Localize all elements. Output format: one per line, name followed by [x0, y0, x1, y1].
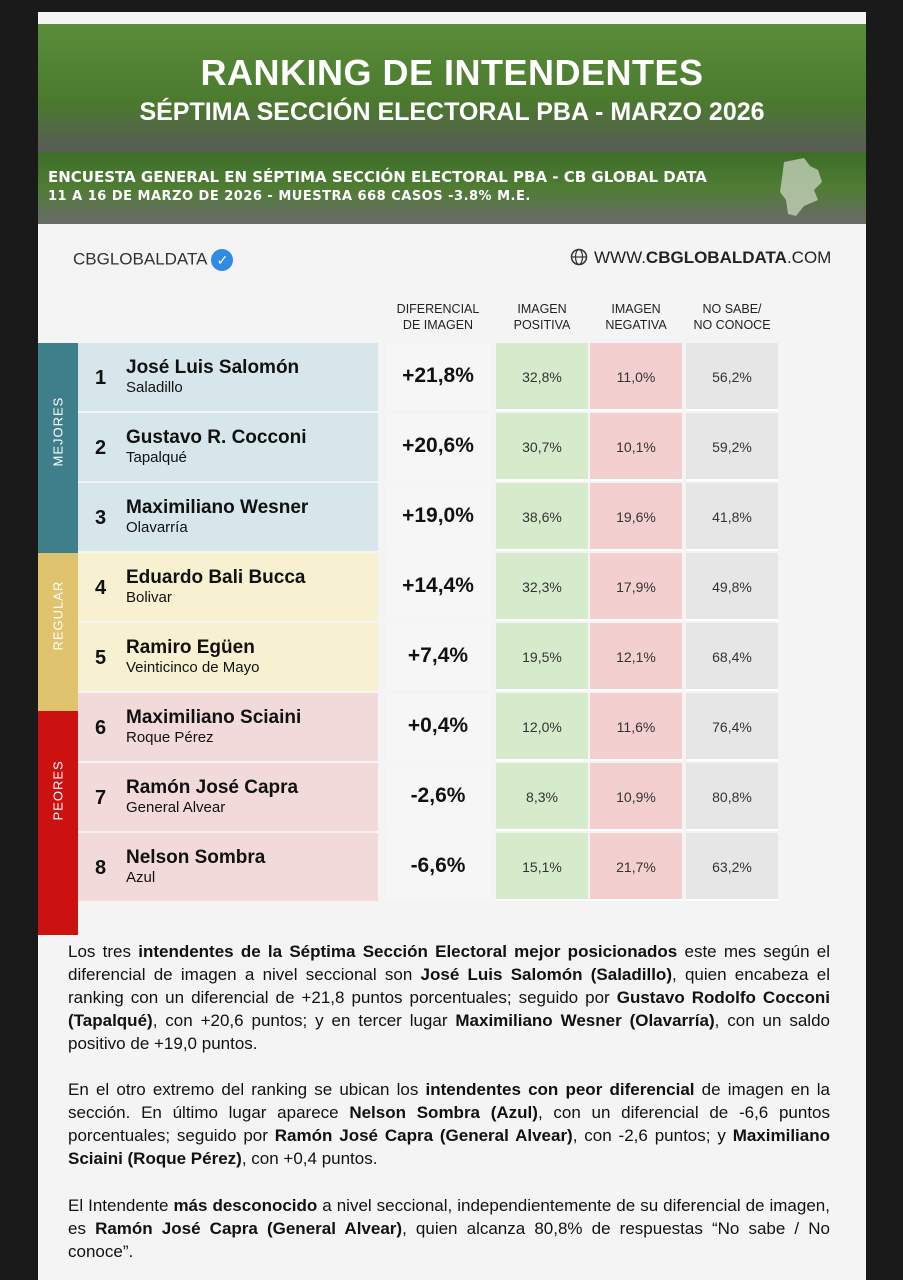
table-row: [78, 413, 820, 481]
col-header-neg: [590, 301, 682, 333]
website-prefix: WWW.: [594, 248, 646, 267]
highlight-text: Ramón José Capra (General Alvear): [274, 1126, 573, 1145]
highlight-text: intendentes con peor diferencial: [425, 1080, 695, 1099]
diff-value: +0,4%: [386, 693, 490, 761]
paragraph-2: [68, 1078, 830, 1170]
intendente-cell: [78, 623, 378, 691]
band-regular-label: REGULAR: [50, 580, 66, 651]
positive-value: 30,7%: [496, 413, 588, 481]
col-header-pos-l2: POSITIVA: [513, 318, 571, 332]
body-text: a nivel seccional, independientemente de su diferencial de imagen, es: [68, 1196, 830, 1238]
rank-number: 1: [95, 367, 107, 389]
negative-value: 17,9%: [590, 553, 682, 621]
no-sabe-value: 68,4%: [686, 623, 778, 691]
body-text: de imagen en la sección. En último lugar aparece: [68, 1080, 831, 1122]
col-header-ns: [686, 301, 778, 333]
body-text: , quien alcanza 80,8% de respuestas “No sabe / No conoce”.: [68, 1219, 830, 1261]
rank-number: 4: [95, 577, 107, 599]
table-row: [78, 693, 820, 761]
body-text: , con un saldo positivo de +19,0 puntos.: [68, 1011, 830, 1053]
table-row: [78, 553, 820, 621]
page-title: RANKING DE INTENDENTES: [200, 52, 704, 93]
intendente-cell: [78, 413, 378, 481]
rank-number: 2: [95, 437, 107, 459]
negative-value: 19,6%: [590, 483, 682, 551]
col-header-neg-l1: IMAGEN: [611, 302, 661, 316]
intendente-cell: [78, 483, 378, 551]
diff-value: +7,4%: [386, 623, 490, 691]
diff-value: +19,0%: [386, 483, 490, 551]
col-header-pos: [496, 301, 588, 333]
body-text: , con -2,6 puntos; y: [572, 1126, 733, 1145]
positive-value: 32,8%: [496, 343, 588, 411]
no-sabe-value: 63,2%: [686, 833, 778, 901]
positive-value: 19,5%: [496, 623, 588, 691]
no-sabe-value: 59,2%: [686, 413, 778, 481]
intendente-cell: [78, 553, 378, 621]
intendente-place: General Alvear: [126, 799, 226, 816]
no-sabe-value: 80,8%: [686, 763, 778, 831]
rank-number: 5: [95, 647, 107, 669]
band-peores: [38, 711, 78, 935]
diff-value: +21,8%: [386, 343, 490, 411]
rank-number: 7: [95, 787, 107, 809]
col-header-diff-l2: DE IMAGEN: [402, 318, 474, 332]
no-sabe-value: 41,8%: [686, 483, 778, 551]
body-text: , con +20,6 puntos; y en tercer lugar: [152, 1011, 456, 1030]
intendente-place: Tapalqué: [126, 449, 187, 466]
positive-value: 38,6%: [496, 483, 588, 551]
band-mejores: [38, 343, 78, 553]
survey-details: 11 A 16 DE MARZO DE 2026 - MUESTRA 668 CASOS -3.8% M.E.: [48, 189, 531, 204]
intendente-cell: [78, 833, 378, 901]
website-suffix: .COM: [786, 248, 832, 267]
highlight-text: más desconocido: [173, 1196, 318, 1215]
intendente-place: Bolivar: [126, 589, 172, 606]
survey-banner: [38, 152, 866, 224]
col-header-neg-l2: NEGATIVA: [605, 318, 667, 332]
diff-value: -6,6%: [386, 833, 490, 901]
table-row: [78, 623, 820, 691]
diff-value: -2,6%: [386, 763, 490, 831]
negative-value: 10,1%: [590, 413, 682, 481]
body-text: , quien encabeza el ranking con un diferencial de +21,8 puntos porcentuales; seguido por: [68, 965, 830, 1007]
highlight-text: Maximiliano Sciaini (Roque Pérez): [68, 1126, 830, 1168]
col-header-diff-l1: DIFERENCIAL: [396, 302, 480, 316]
brand-handle: [73, 249, 233, 271]
intendente-place: Veinticinco de Mayo: [126, 659, 260, 676]
no-sabe-value: 49,8%: [686, 553, 778, 621]
rank-number: 8: [95, 857, 107, 879]
page-subtitle: SÉPTIMA SECCIÓN ELECTORAL PBA - MARZO 2026: [139, 98, 765, 126]
negative-value: 11,6%: [590, 693, 682, 761]
negative-value: 11,0%: [590, 343, 682, 411]
body-text: , con +0,4 puntos.: [241, 1149, 378, 1168]
brand-name: CBGLOBALDATA: [73, 249, 208, 269]
negative-value: 21,7%: [590, 833, 682, 901]
positive-value: 15,1%: [496, 833, 588, 901]
paragraph-3: [68, 1194, 830, 1263]
negative-value: 10,9%: [590, 763, 682, 831]
no-sabe-value: 56,2%: [686, 343, 778, 411]
band-regular: [38, 553, 78, 711]
positive-value: 12,0%: [496, 693, 588, 761]
intendente-name: José Luis Salomón: [126, 357, 300, 378]
table-row: [78, 763, 820, 831]
body-text: este mes según el diferencial de imagen a nivel seccional son: [68, 942, 830, 984]
no-sabe-value: 76,4%: [686, 693, 778, 761]
intendente-place: Roque Pérez: [126, 729, 214, 746]
intendente-name: Maximiliano Sciaini: [126, 707, 302, 728]
intendente-cell: [78, 693, 378, 761]
highlight-text: Nelson Sombra (Azul): [349, 1103, 538, 1122]
highlight-text: Maximiliano Wesner (Olavarría): [455, 1011, 715, 1030]
rank-number: 3: [95, 507, 107, 529]
website-domain: CBGLOBALDATA: [645, 248, 787, 267]
intendente-name: Ramón José Capra: [126, 777, 299, 798]
col-header-ns-l2: NO CONOCE: [693, 318, 771, 332]
col-header-ns-l1: NO SABE/: [702, 302, 762, 316]
intendente-name: Nelson Sombra: [126, 847, 266, 868]
positive-value: 32,3%: [496, 553, 588, 621]
header-banner: [38, 24, 866, 154]
intendente-name: Maximiliano Wesner: [126, 497, 309, 518]
negative-value: 12,1%: [590, 623, 682, 691]
col-header-pos-l1: IMAGEN: [517, 302, 567, 316]
intendente-cell: [78, 763, 378, 831]
diff-value: +20,6%: [386, 413, 490, 481]
verified-badge-icon: ✓: [211, 249, 233, 271]
intendente-name: Gustavo R. Cocconi: [126, 427, 307, 448]
body-text: En el otro extremo del ranking se ubican los: [68, 1080, 426, 1099]
intendente-place: Olavarría: [126, 519, 188, 536]
province-map-icon: [774, 156, 826, 218]
survey-title: ENCUESTA GENERAL EN SÉPTIMA SECCIÓN ELECTORAL PBA - CB GLOBAL DATA: [48, 168, 707, 186]
band-mejores-label: MEJORES: [50, 396, 66, 467]
band-peores-label: PEORES: [50, 760, 66, 821]
infographic-page: [38, 12, 866, 1280]
highlight-text: Ramón José Capra (General Alvear): [95, 1219, 403, 1238]
intendente-cell: [78, 343, 378, 411]
body-text: Los tres: [68, 942, 139, 961]
col-header-diff: [386, 301, 490, 333]
rank-number: 6: [95, 717, 107, 739]
body-text: El Intendente: [68, 1196, 174, 1215]
globe-icon: [570, 248, 588, 266]
intendente-name: Eduardo Bali Bucca: [126, 567, 306, 588]
intendente-place: Azul: [126, 869, 156, 886]
intendente-name: Ramiro Egüen: [126, 637, 255, 658]
diff-value: +14,4%: [386, 553, 490, 621]
table-row: [78, 343, 820, 411]
website-link[interactable]: [570, 248, 831, 268]
table-row: [78, 483, 820, 551]
paragraph-1: [68, 940, 830, 1055]
intendente-place: Saladillo: [126, 379, 183, 396]
table-row: [78, 833, 820, 901]
highlight-text: intendentes de la Séptima Sección Electoral mejor posicionados: [138, 942, 678, 961]
highlight-text: José Luis Salomón (Saladillo): [420, 965, 672, 984]
highlight-text: Gustavo Rodolfo Cocconi (Tapalqué): [68, 988, 830, 1030]
positive-value: 8,3%: [496, 763, 588, 831]
body-text: , con un diferencial de -6,6 puntos porcentuales; seguido por: [68, 1103, 830, 1145]
